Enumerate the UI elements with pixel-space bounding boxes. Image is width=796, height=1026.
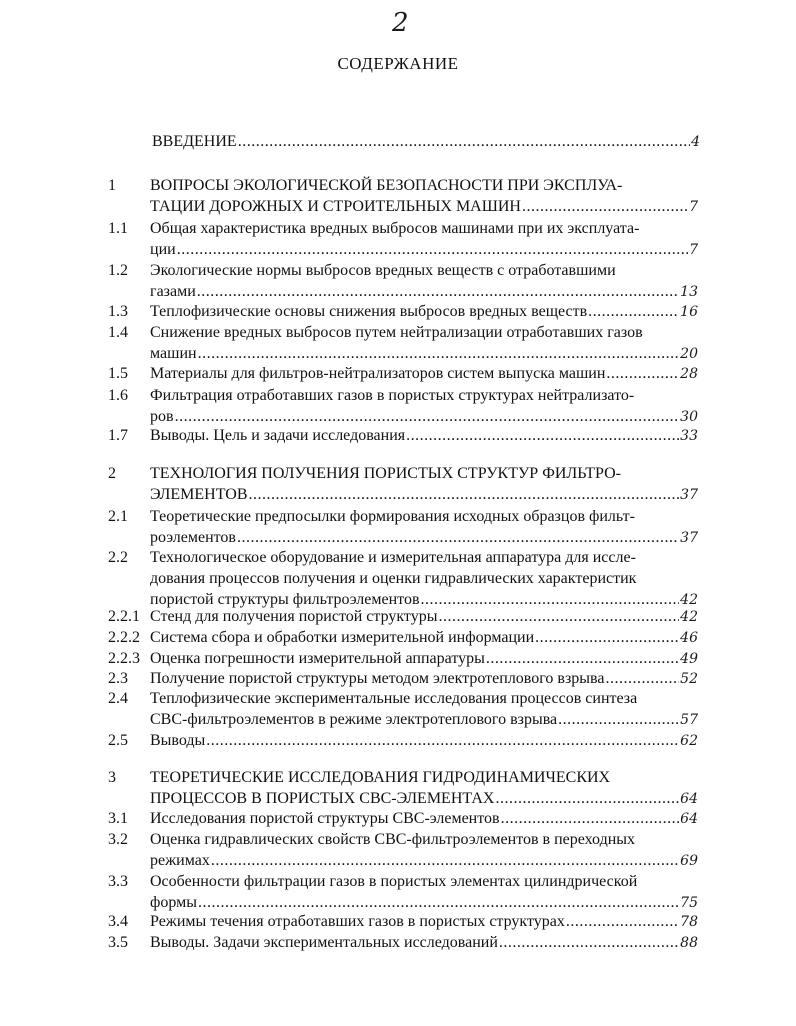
toc-page-number: 52	[680, 671, 698, 687]
toc-entry-line: Оценка гидравлических свойств СВС-фильтроэлементов в переходных	[150, 831, 636, 848]
dot-leader	[438, 607, 679, 626]
toc-entry-text	[150, 364, 698, 384]
toc-entry-number: 1.6	[108, 387, 128, 404]
toc-entry-line: Экологические нормы выбросов вредных веществ с отработавшими	[150, 262, 616, 279]
dot-leader	[495, 789, 679, 808]
toc-page-number: 57	[680, 712, 698, 728]
toc-entry-number: 1.4	[108, 324, 128, 341]
toc-page-number: 78	[680, 914, 698, 930]
dot-leader	[198, 893, 679, 912]
toc-entry-text	[150, 933, 698, 953]
toc-entry-last-line: СВС-фильтроэлементов в режиме электротеплового взрыва ..... 57	[150, 710, 698, 730]
toc-entry-line: ВОПРОСЫ ЭКОЛОГИЧЕСКОЙ БЕЗОПАСНОСТИ ПРИ ЭКСПЛУА-	[150, 177, 623, 194]
toc-page-number: 7	[689, 199, 698, 215]
page-title: СОДЕРЖАНИЕ	[337, 54, 459, 73]
dot-leader	[499, 933, 679, 952]
dot-leader	[249, 485, 680, 504]
toc-entry-number: 3.2	[108, 831, 128, 848]
toc-entry-last-line: ЭЛЕМЕНТОВ ..... 37	[150, 485, 698, 505]
toc-page-number: 13	[680, 284, 698, 300]
dot-leader	[198, 344, 680, 363]
dot-leader	[605, 669, 679, 688]
toc-entry-number: 3.1	[108, 810, 128, 827]
toc-page-number: 33	[680, 428, 698, 444]
toc-page-number: 37	[680, 530, 698, 546]
toc-entry-text	[150, 176, 698, 217]
toc-entry-line: Теплофизические экспериментальные исследования процессов синтеза	[150, 690, 638, 707]
toc-entry-line: Технологическое оборудование и измерительная аппаратура для иссле-	[150, 549, 636, 566]
dot-leader	[606, 364, 679, 383]
toc-entry-number: 2.2.3	[108, 650, 140, 667]
toc-entry-last-line: Оценка погрешности измерительной аппаратуры ..... 49	[150, 649, 698, 669]
toc-entry-text	[150, 548, 698, 610]
toc-entry-number: 2.3	[108, 670, 128, 687]
dot-leader	[406, 426, 679, 445]
toc-entry-last-line: роэлементов ..... 37	[150, 528, 698, 548]
dot-leader	[486, 649, 679, 668]
toc-entry-last-line: ТАЦИИ ДОРОЖНЫХ И СТРОИТЕЛЬНЫХ МАШИН ..... 7	[150, 197, 698, 217]
toc-entry-last-line: Стенд для получения пористой структуры ..... 42	[150, 607, 698, 627]
toc-entry-text	[150, 809, 698, 829]
toc-entry-last-line: ции ..... 7	[150, 240, 698, 260]
toc-entry-line: Общая характеристика вредных выбросов машинами при их эксплуата-	[150, 220, 640, 237]
toc-entry-number: 1.7	[108, 427, 128, 444]
toc-entry-text	[150, 607, 698, 627]
dot-leader	[177, 240, 688, 259]
toc-entry-number: 2.1	[108, 508, 128, 525]
toc-entry-last-line: машин ..... 20	[150, 344, 698, 364]
toc-entry-last-line: Получение пористой структуры методом электротеплового взрыва ..... 52	[150, 669, 698, 689]
dot-leader	[588, 302, 679, 321]
toc-entry-number: 1	[108, 177, 116, 194]
toc-entry-last-line: ров ..... 30	[150, 407, 698, 427]
toc-entry-text	[150, 912, 698, 932]
toc-page-number: 69	[680, 853, 698, 869]
toc-entry-last-line: Теплофизические основы снижения выбросов вредных веществ ..... 16	[150, 302, 698, 322]
toc-entry-last-line: Выводы. Задачи экспериментальных исследований ..... 88	[150, 933, 698, 953]
dot-leader	[237, 528, 679, 547]
toc-page-number: 20	[680, 346, 698, 362]
toc-entry-number: 1.3	[108, 303, 128, 320]
dot-leader	[238, 132, 690, 151]
toc-entry-text	[150, 830, 698, 871]
dot-leader	[535, 628, 679, 647]
toc-entry-text	[150, 426, 698, 446]
dot-leader	[211, 851, 679, 870]
toc-entry-last-line: Режимы течения отработавших газов в пористых структурах ..... 78	[150, 912, 698, 932]
toc-entry-text	[150, 219, 698, 260]
toc-entry-line: Снижение вредных выбросов путем нейтрализации отработавших газов	[150, 324, 643, 341]
toc-entry-text	[150, 628, 698, 648]
toc-entry-number: 2.2.1	[108, 608, 140, 625]
toc-page-number: 42	[680, 609, 698, 625]
toc-entry-text	[150, 302, 698, 322]
toc-page-number: 42	[680, 592, 698, 608]
toc-entry-number: 2	[108, 465, 116, 482]
toc-page-number: 62	[680, 733, 698, 749]
toc-entry-last-line: Исследования пористой структуры СВС-элементов ..... 64	[150, 809, 698, 829]
dot-leader	[558, 710, 679, 729]
toc-entry-number: 1.1	[108, 220, 128, 237]
toc-page-number: 28	[680, 366, 698, 382]
toc-entry-last-line: Выводы. Цель и задачи исследования ..... 33	[150, 426, 698, 446]
toc-page-number: 46	[680, 630, 698, 646]
toc-entry-line: ТЕХНОЛОГИЯ ПОЛУЧЕНИЯ ПОРИСТЫХ СТРУКТУР ФИЛЬТРО-	[150, 465, 621, 482]
toc-entry-last-line: формы ..... 75	[150, 893, 698, 913]
toc-entry-text	[150, 649, 698, 669]
dot-leader	[522, 197, 688, 216]
toc-entry-last-line: режимах ..... 69	[150, 851, 698, 871]
toc-entry-text	[150, 323, 698, 364]
toc-entry-text	[152, 132, 700, 152]
dot-leader	[501, 809, 680, 828]
toc-entry-text	[150, 872, 698, 913]
toc-page-number: 75	[680, 895, 698, 911]
toc-entry-number: 3	[108, 769, 116, 786]
toc-entry-number: 3.5	[108, 934, 128, 951]
dot-leader	[175, 407, 680, 426]
toc-entry-last-line: пористой структуры фильтроэлементов ..... 42	[150, 590, 698, 610]
toc-entry-text	[150, 731, 698, 751]
toc-entry-number: 2.4	[108, 690, 128, 707]
toc-entry-last-line: Выводы ..... 62	[150, 731, 698, 751]
toc-entry-text	[150, 669, 698, 689]
toc-entry-last-line: Система сбора и обработки измерительной информации ..... 46	[150, 628, 698, 648]
toc-page-number: 7	[689, 242, 698, 258]
toc-entry-number: 3.3	[108, 873, 128, 890]
toc-page-number: 30	[680, 409, 698, 425]
toc-entry-text	[150, 768, 698, 809]
toc-entry-line: Особенности фильтрации газов в пористых элементах цилиндрической	[150, 873, 638, 890]
toc-entry-last-line: ВВЕДЕНИЕ ..... 4	[152, 132, 700, 152]
toc-entry-number: 1.2	[108, 262, 128, 279]
toc-entry-line: Фильтрация отработавших газов в пористых структурах нейтрализато-	[150, 387, 635, 404]
page-number: 2	[392, 8, 409, 38]
toc-entry-line: дования процессов получения и оценки гидравлических характеристик	[150, 570, 637, 587]
toc-entry-text	[150, 386, 698, 427]
toc-page-number: 64	[680, 791, 698, 807]
toc-entry-last-line: ПРОЦЕССОВ В ПОРИСТЫХ СВС-ЭЛЕМЕНТАХ ..... 64	[150, 789, 698, 809]
toc-page-number: 49	[680, 651, 698, 667]
dot-leader	[197, 282, 679, 301]
toc-page-number: 88	[680, 935, 698, 951]
toc-entry-last-line: газами ..... 13	[150, 282, 698, 302]
toc-page-number: 4	[691, 134, 700, 150]
dot-leader	[566, 912, 679, 931]
toc-entry-text	[150, 507, 698, 548]
dot-leader	[206, 731, 679, 750]
toc-entry-text	[150, 464, 698, 505]
toc-page-number: 37	[680, 487, 698, 503]
toc-entry-number: 1.5	[108, 365, 128, 382]
toc-entry-number: 2.2	[108, 549, 128, 566]
toc-page-number: 16	[680, 304, 698, 320]
toc-entry-number: 3.4	[108, 913, 128, 930]
toc-entry-last-line: Материалы для фильтров-нейтрализаторов систем выпуска машин ..... 28	[150, 364, 698, 384]
toc-entry-line: Теоретические предпосылки формирования исходных образцов фильт-	[150, 508, 635, 525]
toc-entry-line: ТЕОРЕТИЧЕСКИЕ ИССЛЕДОВАНИЯ ГИДРОДИНАМИЧЕСКИХ	[150, 769, 611, 786]
toc-entry-text	[150, 261, 698, 302]
toc-entry-text	[150, 689, 698, 730]
toc-page-number: 64	[680, 811, 698, 827]
toc-entry-number: 2.2.2	[108, 629, 140, 646]
toc-entry-number: 2.5	[108, 732, 128, 749]
